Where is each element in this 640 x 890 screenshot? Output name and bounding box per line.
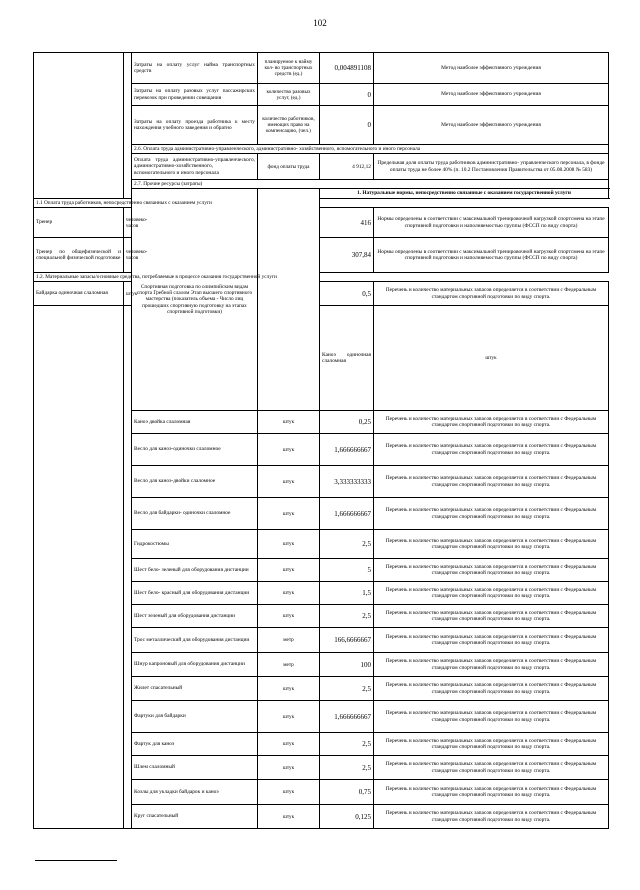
item-unit: штук bbox=[258, 411, 320, 434]
item-method: Перечень и количество материальных запасов определяется в соответствии с Федеральным стандартом спортивной подготовки по виду спорта. bbox=[374, 282, 609, 306]
item-unit: штук bbox=[258, 733, 320, 756]
item-unit: планируемое к найму кол- во транспортных средств (ед.) bbox=[258, 53, 320, 84]
item-name: Затраты на оплату услуг найма транспортных средств bbox=[132, 53, 258, 84]
item-quantity: 2,5 bbox=[320, 756, 374, 780]
item-unit: метр bbox=[258, 653, 320, 677]
item-name: Затраты на оплату разовых услуг пассажирских перевозок при проведении совещания bbox=[132, 84, 258, 106]
item-method: Перечень и количество материальных запасов определяется в соответствии с Федеральным стандартом спортивной подготовки по виду спорта. bbox=[374, 559, 609, 582]
item-name: Затраты на оплату проезда работника к месту нахождения учебного заведения и обратно bbox=[132, 106, 258, 145]
item-unit: штук bbox=[258, 530, 320, 559]
item-unit: метр bbox=[258, 628, 320, 653]
item-method: Перечень и количество материальных запасов определяется в соответствии с Федеральным стандартом спортивной подготовки по виду спорта. bbox=[374, 498, 609, 530]
section-2-7: 2.7. Прочие ресурсы (затраты) bbox=[132, 180, 609, 189]
item-name: Жилет спасательный bbox=[132, 677, 258, 701]
item-unit: штук bbox=[258, 434, 320, 466]
page-number: 102 bbox=[313, 18, 327, 28]
item-name: Круг спасательный bbox=[132, 805, 258, 829]
item-quantity: 5 bbox=[320, 559, 374, 582]
item-quantity: 0,004891108 bbox=[320, 53, 374, 84]
item-method: Перечень и количество материальных запасов определяется в соответствии с Федеральным стандартом спортивной подготовки по виду спорта. bbox=[374, 530, 609, 559]
item-name: Каноэ одиночная слаломная bbox=[320, 306, 374, 411]
table-row bbox=[34, 306, 609, 411]
item-name: Трос металлический для оборудования дистанции bbox=[132, 628, 258, 653]
item-name: Весло для байдарки- одиночки слаломное bbox=[132, 498, 258, 530]
table-row bbox=[34, 53, 609, 84]
item-quantity: 0 bbox=[320, 106, 374, 145]
item-quantity: 2,5 bbox=[320, 605, 374, 628]
item-quantity: 0 bbox=[320, 84, 374, 106]
left-column-cell bbox=[34, 306, 124, 829]
section-2-6: 2.6. Оплата труда административно-управленческого, административно- хозяйственного, вспомогательного и иного персонала bbox=[132, 145, 609, 154]
item-unit: штук bbox=[258, 701, 320, 733]
item-quantity: 416 bbox=[320, 208, 374, 238]
item-method: Перечень и количество материальных запасов определяется в соответствии с Федеральным стандартом спортивной подготовки по виду спорта. bbox=[374, 701, 609, 733]
item-quantity: 4 912,12 bbox=[320, 154, 374, 180]
cost-norms-table bbox=[33, 52, 609, 829]
item-name: Тренер по общефизической и специальной физической подготовке bbox=[34, 238, 124, 273]
item-quantity: 2,5 bbox=[320, 530, 374, 559]
section-1-1: 1.1 Оплата труда работников, непосредственно связанных с оказанием услуги bbox=[34, 199, 320, 208]
item-method: Перечень и количество материальных запасов определяется в соответствии с Федеральным стандартом спортивной подготовки по виду спорта. bbox=[374, 677, 609, 701]
section-1-1 bbox=[34, 199, 609, 208]
table-row bbox=[34, 208, 609, 238]
item-quantity: 1,666666667 bbox=[320, 434, 374, 466]
service-label: Спортивная подготовка по олимпийским видам спорта Гребной слалом Этап высшего спортивного мастерства (показатель объема - Число лиц прошедших спортивную подготовку на этапах спортивной подготовки) bbox=[132, 189, 258, 411]
left-column-cell bbox=[34, 53, 124, 199]
item-method: Метод наиболее эффективного учреждения bbox=[374, 84, 609, 106]
item-quantity: 100 bbox=[320, 653, 374, 677]
item-method: Перечень и количество материальных запасов определяется в соответствии с Федеральным стандартом спортивной подготовки по виду спорта. bbox=[374, 466, 609, 498]
item-name: Шест зеленый для оборудования дистанции bbox=[132, 605, 258, 628]
item-name: Фартук для каноэ bbox=[132, 733, 258, 756]
item-quantity: 2,5 bbox=[320, 733, 374, 756]
item-unit: штук bbox=[124, 282, 132, 306]
item-method: Метод наиболее эффективного учреждения bbox=[374, 53, 609, 84]
item-quantity: 166,6666667 bbox=[320, 628, 374, 653]
footnote-separator bbox=[35, 860, 117, 861]
item-unit: штук bbox=[258, 605, 320, 628]
item-unit: штук bbox=[258, 677, 320, 701]
item-unit: фонд оплаты труда bbox=[258, 154, 320, 180]
item-name: Шест бело- зеленый для оборудования дистанции bbox=[132, 559, 258, 582]
item-method: Предельная доля оплаты труда работников административно- управленческого персонала, в фонде оплаты труда не более 40% (п. 10.2 Постановления Правительства от 05.08.2008 № 583) bbox=[374, 154, 609, 180]
item-name: Шест бело- красный для оборудования дистанции bbox=[132, 582, 258, 605]
item-name: Оплата труда административно-управленческого, административно-хозяйственного, вспомогательного и иного персонала bbox=[132, 154, 258, 180]
item-method: Перечень и количество материальных запасов определяется в соответствии с Федеральным стандартом спортивной подготовки по виду спорта. bbox=[374, 434, 609, 466]
item-unit: штук bbox=[258, 780, 320, 805]
item-name: Тренер bbox=[34, 208, 124, 238]
item-quantity: 0,125 bbox=[320, 805, 374, 829]
item-quantity: 0,75 bbox=[320, 780, 374, 805]
item-method: Нормы определены в соответствии с максимальной тренировочной нагрузкой спортсмена на этапе спортивной подготовки и наполняемостью группы (ФССП по виду спорта) bbox=[374, 238, 609, 273]
item-unit: штук bbox=[258, 559, 320, 582]
item-unit: штук bbox=[258, 756, 320, 780]
item-unit: количество разовых услуг, (ед.) bbox=[258, 84, 320, 106]
item-name: Каноэ двойка слаломная bbox=[132, 411, 258, 434]
item-unit: человеко- часов bbox=[124, 238, 132, 273]
item-unit: штук bbox=[258, 582, 320, 605]
item-name: Шлем слаломный bbox=[132, 756, 258, 780]
item-unit: штук bbox=[258, 498, 320, 530]
item-method: Перечень и количество материальных запасов определяется в соответствии с Федеральным стандартом спортивной подготовки по виду спорта. bbox=[374, 756, 609, 780]
item-method: Перечень и количество материальных запасов определяется в соответствии с Федеральным стандартом спортивной подготовки по виду спорта. bbox=[374, 411, 609, 434]
item-method: Перечень и количество материальных запасов определяется в соответствии с Федеральным стандартом спортивной подготовки по виду спорта. bbox=[374, 582, 609, 605]
table-row bbox=[34, 238, 609, 273]
table-row bbox=[34, 282, 609, 306]
item-quantity: 1,666666667 bbox=[320, 498, 374, 530]
item-name: Козлы для укладки байдарок и каноэ bbox=[132, 780, 258, 805]
item-name: Весло для каноэ-одиночки слаломное bbox=[132, 434, 258, 466]
item-quantity: 3,333333333 bbox=[320, 466, 374, 498]
item-unit: штук bbox=[258, 805, 320, 829]
item-quantity: 0,25 bbox=[320, 411, 374, 434]
item-method: Перечень и количество материальных запасов определяется в соответствии с Федеральным стандартом спортивной подготовки по виду спорта. bbox=[374, 605, 609, 628]
item-method: Метод наиболее эффективного учреждения bbox=[374, 106, 609, 145]
item-unit: количество работников, имеющих право на компенсацию, (чел.) bbox=[258, 106, 320, 145]
section-1-2: 1.2. Материальные запасы/основные средства, потребляемые в процессе оказания государственной услуги bbox=[34, 273, 320, 282]
item-unit: штук bbox=[258, 466, 320, 498]
item-unit: штук bbox=[374, 306, 609, 411]
marker-cell bbox=[124, 306, 132, 829]
item-quantity: 2,5 bbox=[320, 677, 374, 701]
header-natural-norms: 1. Натуральные нормы, непосредственно связанные с оказанием государственной услуги bbox=[320, 189, 609, 199]
table-body bbox=[34, 53, 609, 829]
item-name: Весло для каноэ-двойки слаломное bbox=[132, 466, 258, 498]
marker-cell bbox=[124, 53, 132, 199]
item-quantity: 1,5 bbox=[320, 582, 374, 605]
item-name: Гидрокостюмы bbox=[132, 530, 258, 559]
item-method: Перечень и количество материальных запасов определяется в соответствии с Федеральным стандартом спортивной подготовки по виду спорта. bbox=[374, 733, 609, 756]
item-unit: человеко- часов bbox=[124, 208, 132, 238]
section-1-2 bbox=[34, 273, 609, 282]
item-quantity: 1,666666667 bbox=[320, 701, 374, 733]
item-method: Нормы определены в соответствии с максимальной тренировочной нагрузкой спортсмена на этапе спортивной подготовки и наполняемостью группы (ФССП по виду спорта) bbox=[374, 208, 609, 238]
item-name: Байдарка одиночная слаломная bbox=[34, 282, 124, 306]
item-quantity: 307,84 bbox=[320, 238, 374, 273]
item-method: Перечень и количество материальных запасов определяется в соответствии с Федеральным стандартом спортивной подготовки по виду спорта. bbox=[374, 780, 609, 805]
item-method: Перечень и количество материальных запасов определяется в соответствии с Федеральным стандартом спортивной подготовки по виду спорта. bbox=[374, 653, 609, 677]
item-method: Перечень и количество материальных запасов определяется в соответствии с Федеральным стандартом спортивной подготовки по виду спорта. bbox=[374, 628, 609, 653]
marker-cell bbox=[258, 189, 320, 411]
item-name: Шнур капроновый для оборудования дистанции bbox=[132, 653, 258, 677]
item-quantity: 0,5 bbox=[320, 282, 374, 306]
item-method: Перечень и количество материальных запасов определяется в соответствии с Федеральным стандартом спортивной подготовки по виду спорта. bbox=[374, 805, 609, 829]
item-name: Фартуки для байдарки bbox=[132, 701, 258, 733]
